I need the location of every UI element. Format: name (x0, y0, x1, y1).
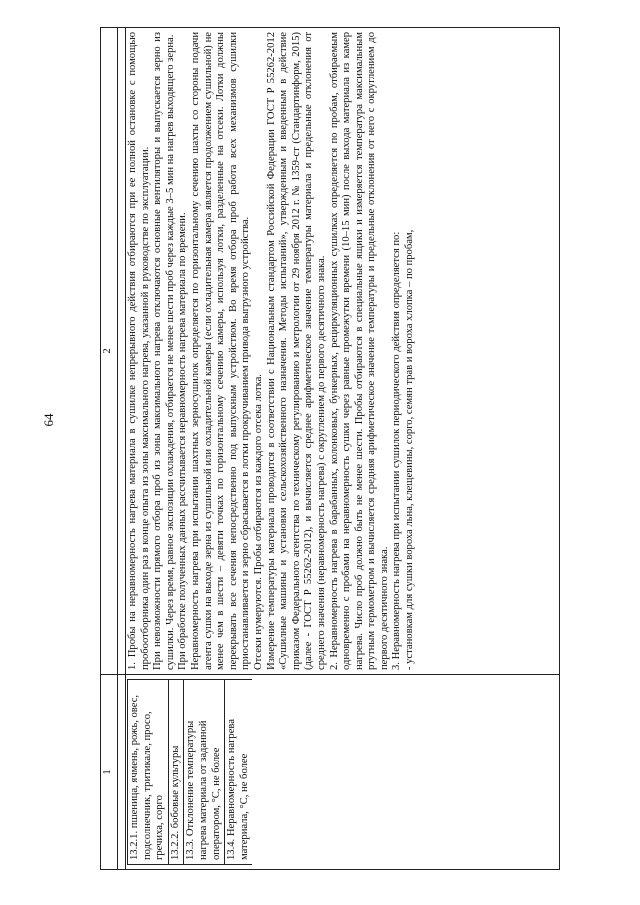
method-description-cell (126, 28, 560, 675)
indicator-item: 13.2.1. пшеница, ячмень, рожь, овес, подсолнечник, тритикале, просо, гречиха, сорго (128, 680, 169, 865)
requirements-table (100, 27, 560, 870)
document-sheet (100, 28, 560, 870)
indicator-item: 13.3. Отклонение температуры нагрева материала от заданной оператором, °С, не более (184, 680, 225, 865)
column-header-1: 1 (101, 675, 118, 870)
column-header-2: 2 (101, 28, 118, 675)
method-paragraph: 2. Неравномерность нагрева в барабанных, колонковых, бункерных, рециркуляционных сушилках определяется по пробам, отбираемым одновременно с пробами на неравномерность сушки через равные промежутки времени (10–15 мин) после выхода материала из камер нагрева. Число проб должно быть не менее шести. Пробы отбираются в специальные ящики и измеряется температура максимальным ртутным термометром и вычисляется средняя арифметическое значение температуры и предельные отклонения от него с округлением до первого десятичного знака. (328, 32, 390, 670)
indicator-item: 13.2.2. бобовые культуры (168, 680, 184, 865)
method-paragraph: - установкам для сушки вороха льна, клещевины, сорго, семян трав и вороха хлопка – по пробам, (404, 229, 416, 670)
method-paragraph: Неравномерность нагрева при испытании шахтных зерносушилок определяется по горизонтальному сечению шахты со стороны подачи агента сушки на выходе зерна из сушильной или охладительной камеры (если охладительная камера является продолжением сушильной) не менее чем в шести – девяти точках по горизонтальному сечению камеры, используя лотки, разделенные на отсеки. Лотки должны перекрывать все сечения непосредственно под выпускным устройством. Во время отбора проб работа всех механизмов сушилки приостанавливается и зерно сбрасывается в лотки прокручиванием привода выгрузного устройства. (189, 32, 252, 670)
method-paragraph: При невозможности прямого отбора проб из зоны максимального нагрева отключаются основные вентиляторы и выпускается зерно из сушилки. Через время, равное экспозиции охлаждения, отбирается не менее шести проб через каждые 3–5 мин на нагрев выходящего зерна. (152, 32, 176, 670)
empty-cell (118, 28, 126, 675)
method-paragraph: 1. Пробы на неравномерность нагрева материала в сушилке непрерывного действия отбираются при ее полной остановке с помощью пробоотборника один раз в конце опыта из зоны максимального нагрева, указанной в руководстве по эксплуатации. (127, 32, 151, 670)
left-column-cell (126, 675, 560, 870)
indicator-list (127, 679, 252, 865)
empty-cell (118, 675, 126, 870)
method-paragraph: При обработке полученных данных рассчитывается неравномерность нагрева материала по времени. (177, 212, 189, 670)
indicator-item: 13.4. Неравномерность нагрева материала, °С, не более (225, 680, 253, 865)
method-paragraph: Отсеки нумеруются. Пробы отбираются из каждого отсека лотка. (252, 374, 264, 670)
method-paragraph: Измерение температуры материала проводится в соответствии с Национальным стандартом Российской Федерации ГОСТ Р 55262-2012 «Сушилные машины и установки сельскохозяйственного назначения. Методы испытаний», утвержденным и введенным в действие приказом Федерального агентства по техническому регулированию и метрологии от 29 ноября 2012 г. № 1359-ст (Стандартинформ, 2015) (далее - ГОСТ Р 55262-2012), и вычисляется среднее арифметическое значение температуры материала и предельные отклонения от среднего значения (неравномерность нагрева) с округлением до первого десятичного знака. (265, 32, 327, 670)
page-number: 64 (41, 413, 56, 427)
method-paragraph: 3. Неравномерность нагрева при испытании сушилок периодического действия определяется по: (391, 231, 403, 670)
